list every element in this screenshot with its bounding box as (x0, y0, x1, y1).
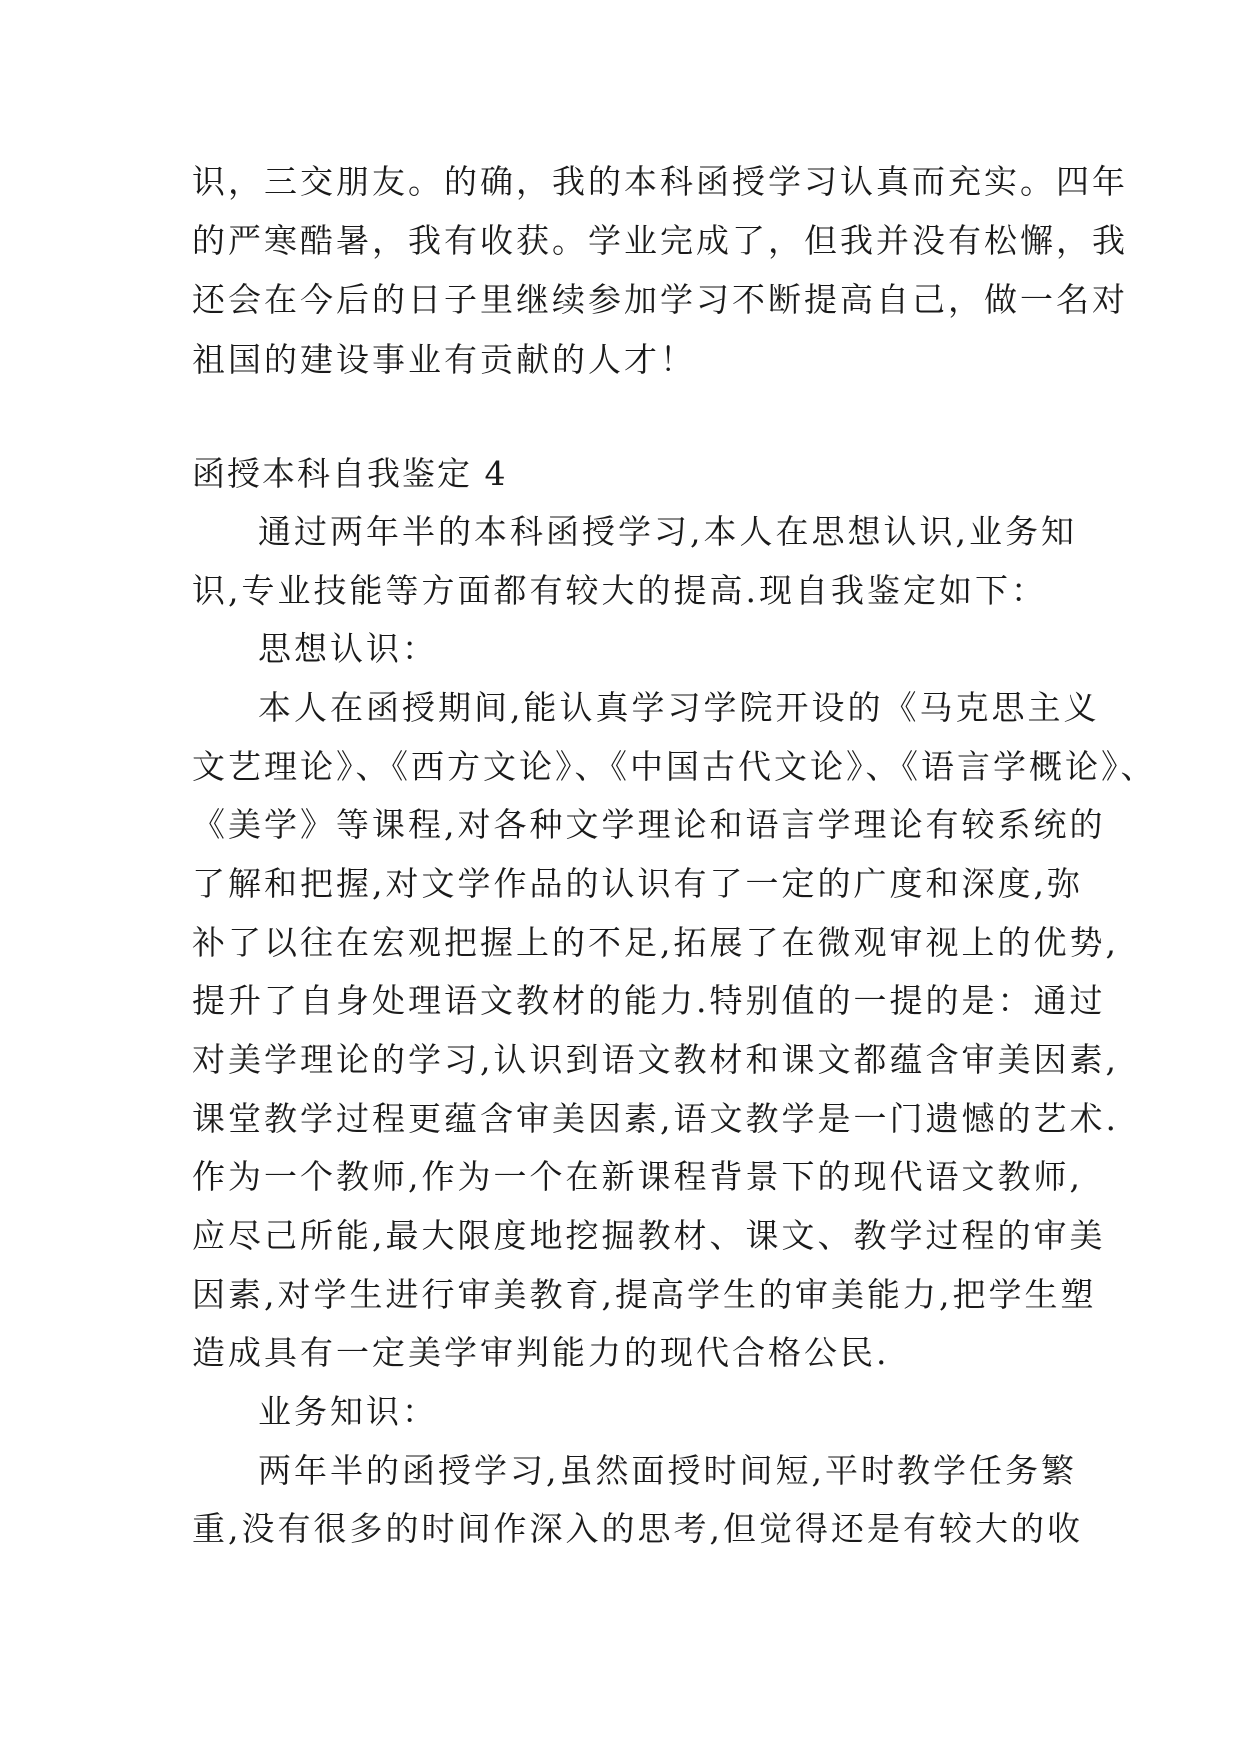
paragraph2-line-9: 作为一个教师,作为一个在新课程背景下的现代语文教师, (192, 1157, 1083, 1196)
paragraph2-line-12: 造成具有一定美学审判能力的现代合格公民. (192, 1333, 890, 1372)
paragraph2-line-8: 课堂教学过程更蕴含审美因素,语文教学是一门遗憾的艺术. (192, 1099, 1119, 1138)
paragraph2-line-1: 本人在函授期间,能认真学习学院开设的《马克思主义 (258, 688, 1100, 727)
paragraph1-line-2: 识,专业技能等方面都有较大的提高.现自我鉴定如下： (192, 571, 1047, 610)
paragraph2-line-4: 了解和把握,对文学作品的认识有了一定的广度和深度,弥 (192, 864, 1083, 903)
section-title: 函授本科自我鉴定 4 (192, 454, 508, 493)
intro-line-3: 还会在今后的日子里继续参加学习不断提高自己，做一名对 (192, 280, 1128, 319)
paragraph1-line-1: 通过两年半的本科函授学习,本人在思想认识,业务知 (258, 512, 1077, 551)
intro-line-1: 识，三交朋友。的确，我的本科函授学习认真而充实。四年 (192, 162, 1128, 201)
subheading-thought: 思想认识： (258, 629, 438, 668)
paragraph2-line-5: 补了以往在宏观把握上的不足,拓展了在微观审视上的优势, (192, 923, 1119, 962)
paragraph2-line-3: 《美学》等课程,对各种文学理论和语言学理论有较系统的 (192, 805, 1106, 844)
paragraph2-line-10: 应尽己所能,最大限度地挖掘教材、课文、教学过程的审美 (192, 1216, 1106, 1255)
intro-line-2: 的严寒酷暑，我有收获。学业完成了，但我并没有松懈，我 (192, 221, 1128, 260)
paragraph3-line-2: 重,没有很多的时间作深入的思考,但觉得还是有较大的收 (192, 1509, 1083, 1548)
paragraph2-line-2: 文艺理论》、《西方文论》、《中国古代文论》、《语言学概论》、 (192, 747, 1157, 786)
paragraph2-line-7: 对美学理论的学习,认识到语文教材和课文都蕴含审美因素, (192, 1040, 1119, 1079)
intro-line-4: 祖国的建设事业有贡献的人才！ (192, 340, 696, 379)
paragraph2-line-6: 提升了自身处理语文教材的能力.特别值的一提的是：通过 (192, 981, 1106, 1020)
paragraph2-line-11: 因素,对学生进行审美教育,提高学生的审美能力,把学生塑 (192, 1275, 1097, 1314)
subheading-business: 业务知识： (258, 1392, 438, 1431)
paragraph3-line-1: 两年半的函授学习,虽然面授时间短,平时教学任务繁 (258, 1451, 1077, 1490)
